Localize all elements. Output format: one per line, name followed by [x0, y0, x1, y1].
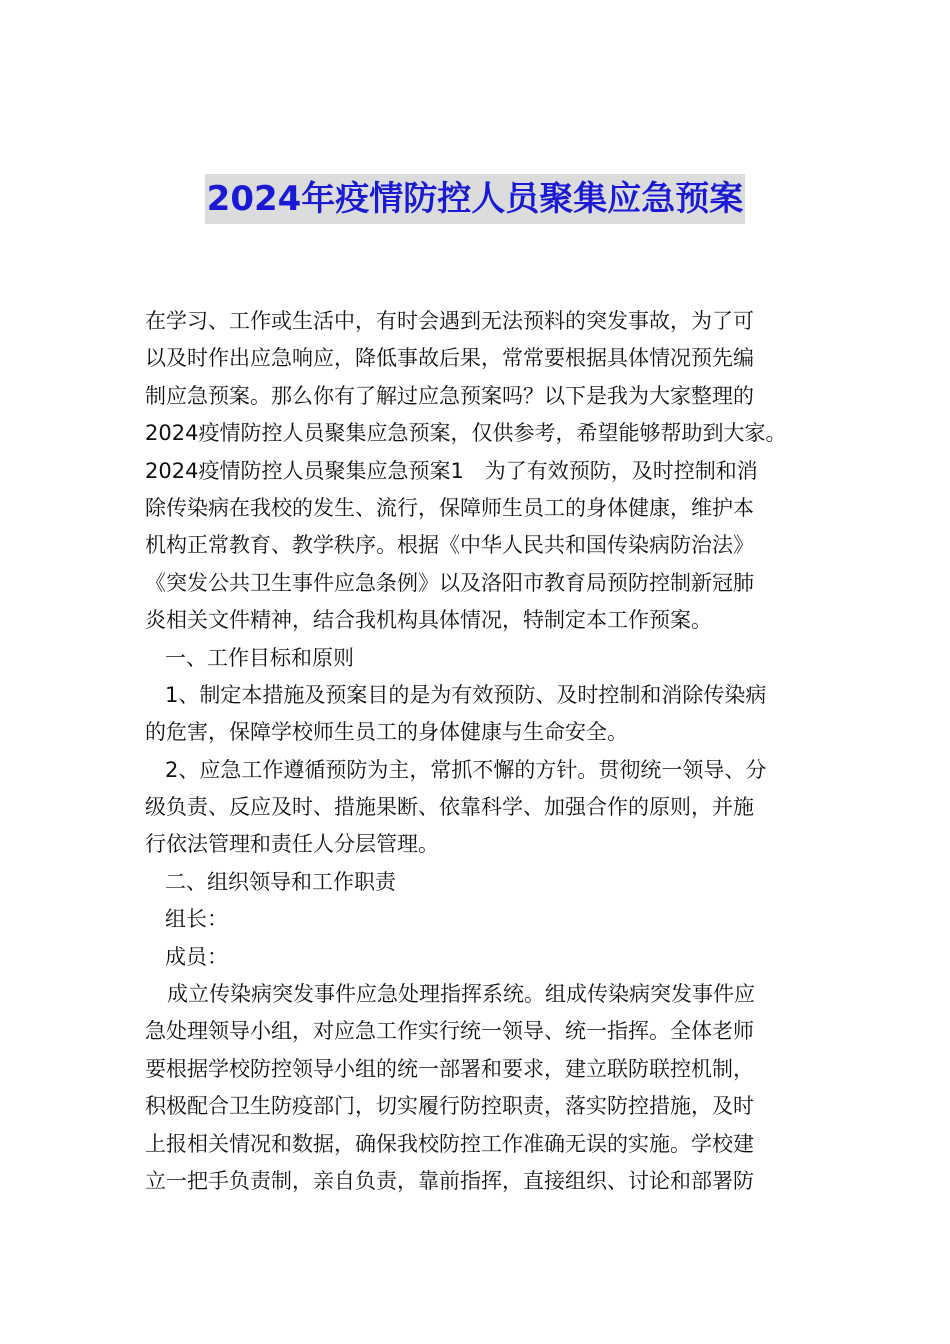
body-line: 2024疫情防控人员聚集应急预案1 为了有效预防，及时控制和消 — [145, 458, 758, 483]
body-line: 除传染病在我校的发生、流行，保障师生员工的身体健康，维护本 — [145, 495, 754, 520]
body-line: 立一把手负责制，亲自负责，靠前指挥，直接组织、讨论和部署防 — [145, 1168, 754, 1193]
body-line: 机构正常教育、教学秩序。根据《中华人民共和国传染病防治法》 — [145, 533, 754, 558]
body-line: 2024疫情防控人员聚集应急预案，仅供参考，希望能够帮助到大家。 — [145, 421, 787, 446]
body-line: 成立传染病突发事件应急处理指挥系统。组成传染病突发事件应 — [167, 982, 755, 1007]
body-line: 积极配合卫生防疫部门，切实履行防控职责，落实防控措施，及时 — [145, 1094, 754, 1119]
document-body — [145, 303, 810, 1200]
body-line: 1、制定本措施及预案目的是为有效预防、及时控制和消除传染病 — [165, 682, 767, 707]
body-line: 成员： — [165, 944, 228, 969]
body-line: 组长： — [165, 907, 228, 932]
document-title: 2024年疫情防控人员聚集应急预案 — [205, 174, 746, 224]
body-line: 级负责、反应及时、措施果断、依靠科学、加强合作的原则，并施 — [145, 795, 754, 820]
body-line: 制应急预案。那么你有了解过应急预案吗？以下是我为大家整理的 — [145, 383, 754, 408]
body-line: 以及时作出应急响应，降低事故后果，常常要根据具体情况预先编 — [145, 346, 754, 371]
body-line: 的危害，保障学校师生员工的身体健康与生命安全。 — [145, 720, 628, 745]
body-line: 《突发公共卫生事件应急条例》以及洛阳市教育局预防控制新冠肺 — [145, 570, 754, 595]
body-line: 在学习、工作或生活中，有时会遇到无法预料的突发事故，为了可 — [145, 309, 754, 333]
title-container — [0, 174, 950, 224]
section-heading: 二、组织领导和工作职责 — [165, 869, 396, 894]
body-line: 行依法管理和责任人分层管理。 — [145, 832, 439, 857]
body-line: 上报相关情况和数据，确保我校防控工作准确无误的实施。学校建 — [145, 1131, 754, 1156]
section-heading: 一、工作目标和原则 — [165, 645, 354, 670]
body-line: 急处理领导小组，对应急工作实行统一领导、统一指挥。全体老师 — [145, 1019, 754, 1044]
body-line: 炎相关文件精神，结合我机构具体情况，特制定本工作预案。 — [145, 608, 712, 633]
body-line: 要根据学校防控领导小组的统一部署和要求，建立联防联控机制， — [145, 1056, 754, 1081]
body-line: 2、应急工作遵循预防为主，常抓不懈的方针。贯彻统一领导、分 — [165, 757, 767, 782]
